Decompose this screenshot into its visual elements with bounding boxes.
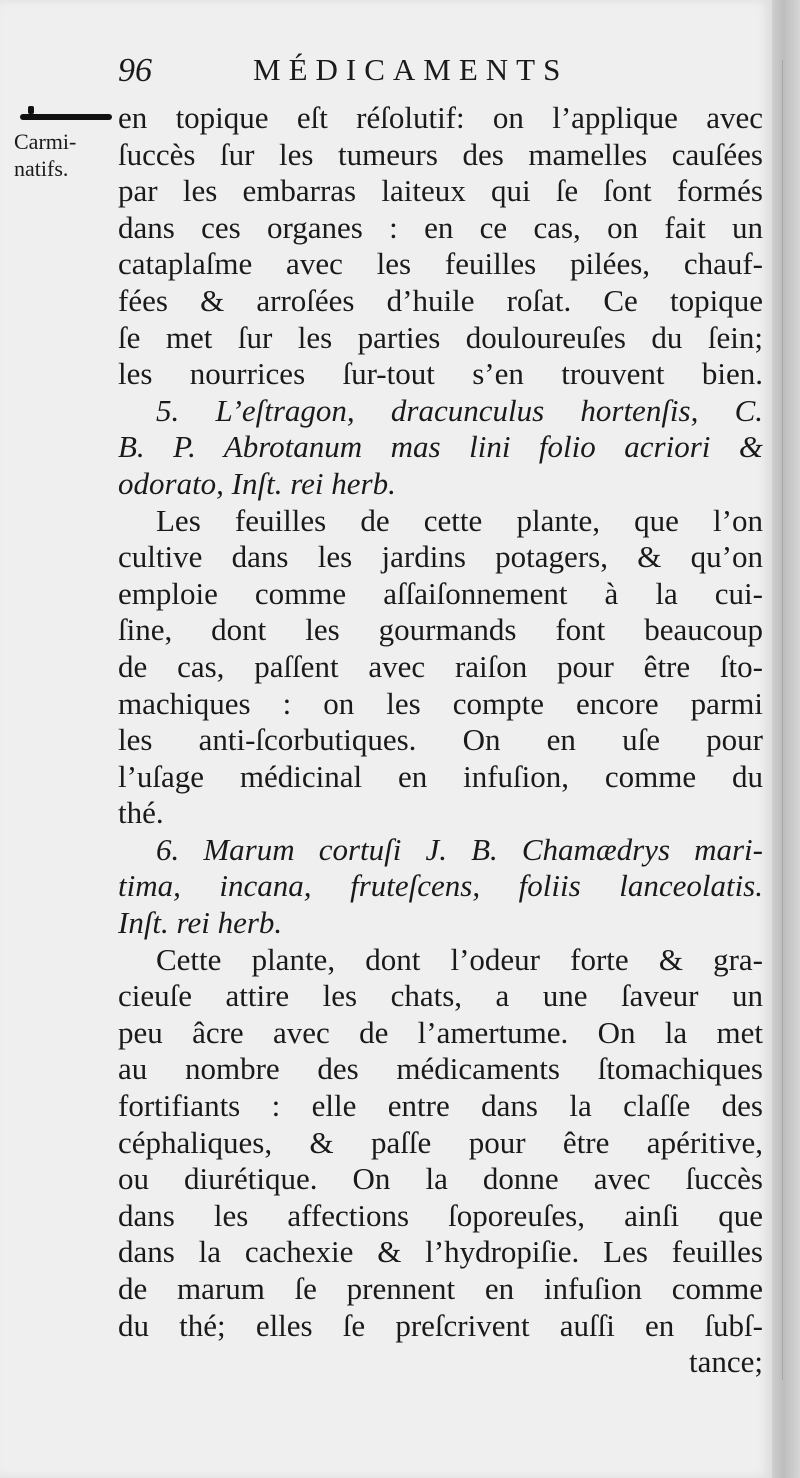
margin-note-line: Carmi- [14, 129, 77, 154]
text-line: céphaliques, & paſſe pour être apéritive, [118, 1124, 763, 1160]
text-line: les nourrices ſur-tout s’en trouvent bien. [118, 356, 763, 392]
text-line: cataplaſme avec les feuilles pilées, chauf- [118, 246, 763, 282]
text-line: peu âcre avec de l’amertume. On la met [118, 1014, 763, 1050]
page-number: 96 [118, 52, 152, 89]
text-line: 6. Marum cortuſi J. B. Chamædrys mari- [156, 831, 763, 867]
text-line: Inſt. rei herb. [118, 905, 283, 941]
text-line: au nombre des médicaments ſtomachiques [118, 1051, 763, 1087]
text-line: de cas, paſſent avec raiſon pour être ſto- [118, 648, 763, 684]
text-line: fortifiants : elle entre dans la claſſe des [118, 1088, 763, 1124]
text-line: ſine, dont les gourmands font beaucoup [118, 612, 763, 648]
text-line: ſuccès ſur les tumeurs des mamelles cauſées [118, 136, 763, 172]
text-line: dans ces organes : en ce cas, on fait un [118, 209, 763, 245]
text-line: thé. [118, 795, 164, 831]
text-line: du thé; elles ſe preſcrivent auſſi en ſubſ- [118, 1307, 763, 1343]
text-line: tance; [688, 1344, 763, 1380]
text-line: par les embarras laiteux qui ſe ſont formés [118, 173, 763, 209]
page-header [118, 52, 758, 102]
text-line: B. P. Abrotanum mas lini folio acriori & [118, 429, 763, 465]
text-line: odorato, Inſt. rei herb. [118, 465, 396, 501]
text-line: cieuſe attire les chats, a une ſaveur un [118, 978, 763, 1014]
text-line: les anti-ſcorbutiques. On en uſe pour [118, 722, 763, 758]
text-line: emploie comme aſſaiſonnement à la cui- [118, 575, 763, 611]
margin-note-line: natifs. [14, 156, 69, 181]
text-line: Les feuilles de cette plante, que l’on [156, 502, 763, 538]
body-text [118, 100, 763, 1381]
text-line: dans la cachexie & l’hydropiſie. Les feuilles [118, 1234, 763, 1270]
text-line: ſe met ſur les parties douloureuſes du ſein; [118, 319, 763, 355]
text-line: dans les affections ſoporeuſes, ainſi que [118, 1197, 763, 1233]
text-line: tima, incana, fruteſcens, foliis lanceolatis. [118, 868, 763, 904]
text-line: 5. L’eſtragon, dracunculus hortenſis, C. [156, 392, 763, 428]
text-line: en topique eſt réſolutif: on l’applique avec [118, 100, 763, 135]
text-line: cultive dans les jardins potagers, & qu’on [118, 539, 763, 575]
text-line: machiques : on les compte encore parmi [118, 685, 763, 721]
text-line: fées & arroſées d’huile roſat. Ce topique [118, 282, 763, 318]
text-line: Cette plante, dont l’odeur forte & gra- [156, 941, 763, 977]
margin-pointer-mark [20, 114, 112, 120]
margin-note [14, 128, 114, 182]
text-line: ou diurétique. On la donne avec ſuccès [118, 1161, 763, 1197]
running-title: MÉDICAMENTS [253, 52, 569, 87]
text-line: de marum ſe prennent en infuſion comme [118, 1271, 763, 1306]
page-gutter-edge [772, 0, 800, 1478]
text-line: l’uſage médicinal en infuſion, comme du [118, 758, 763, 794]
